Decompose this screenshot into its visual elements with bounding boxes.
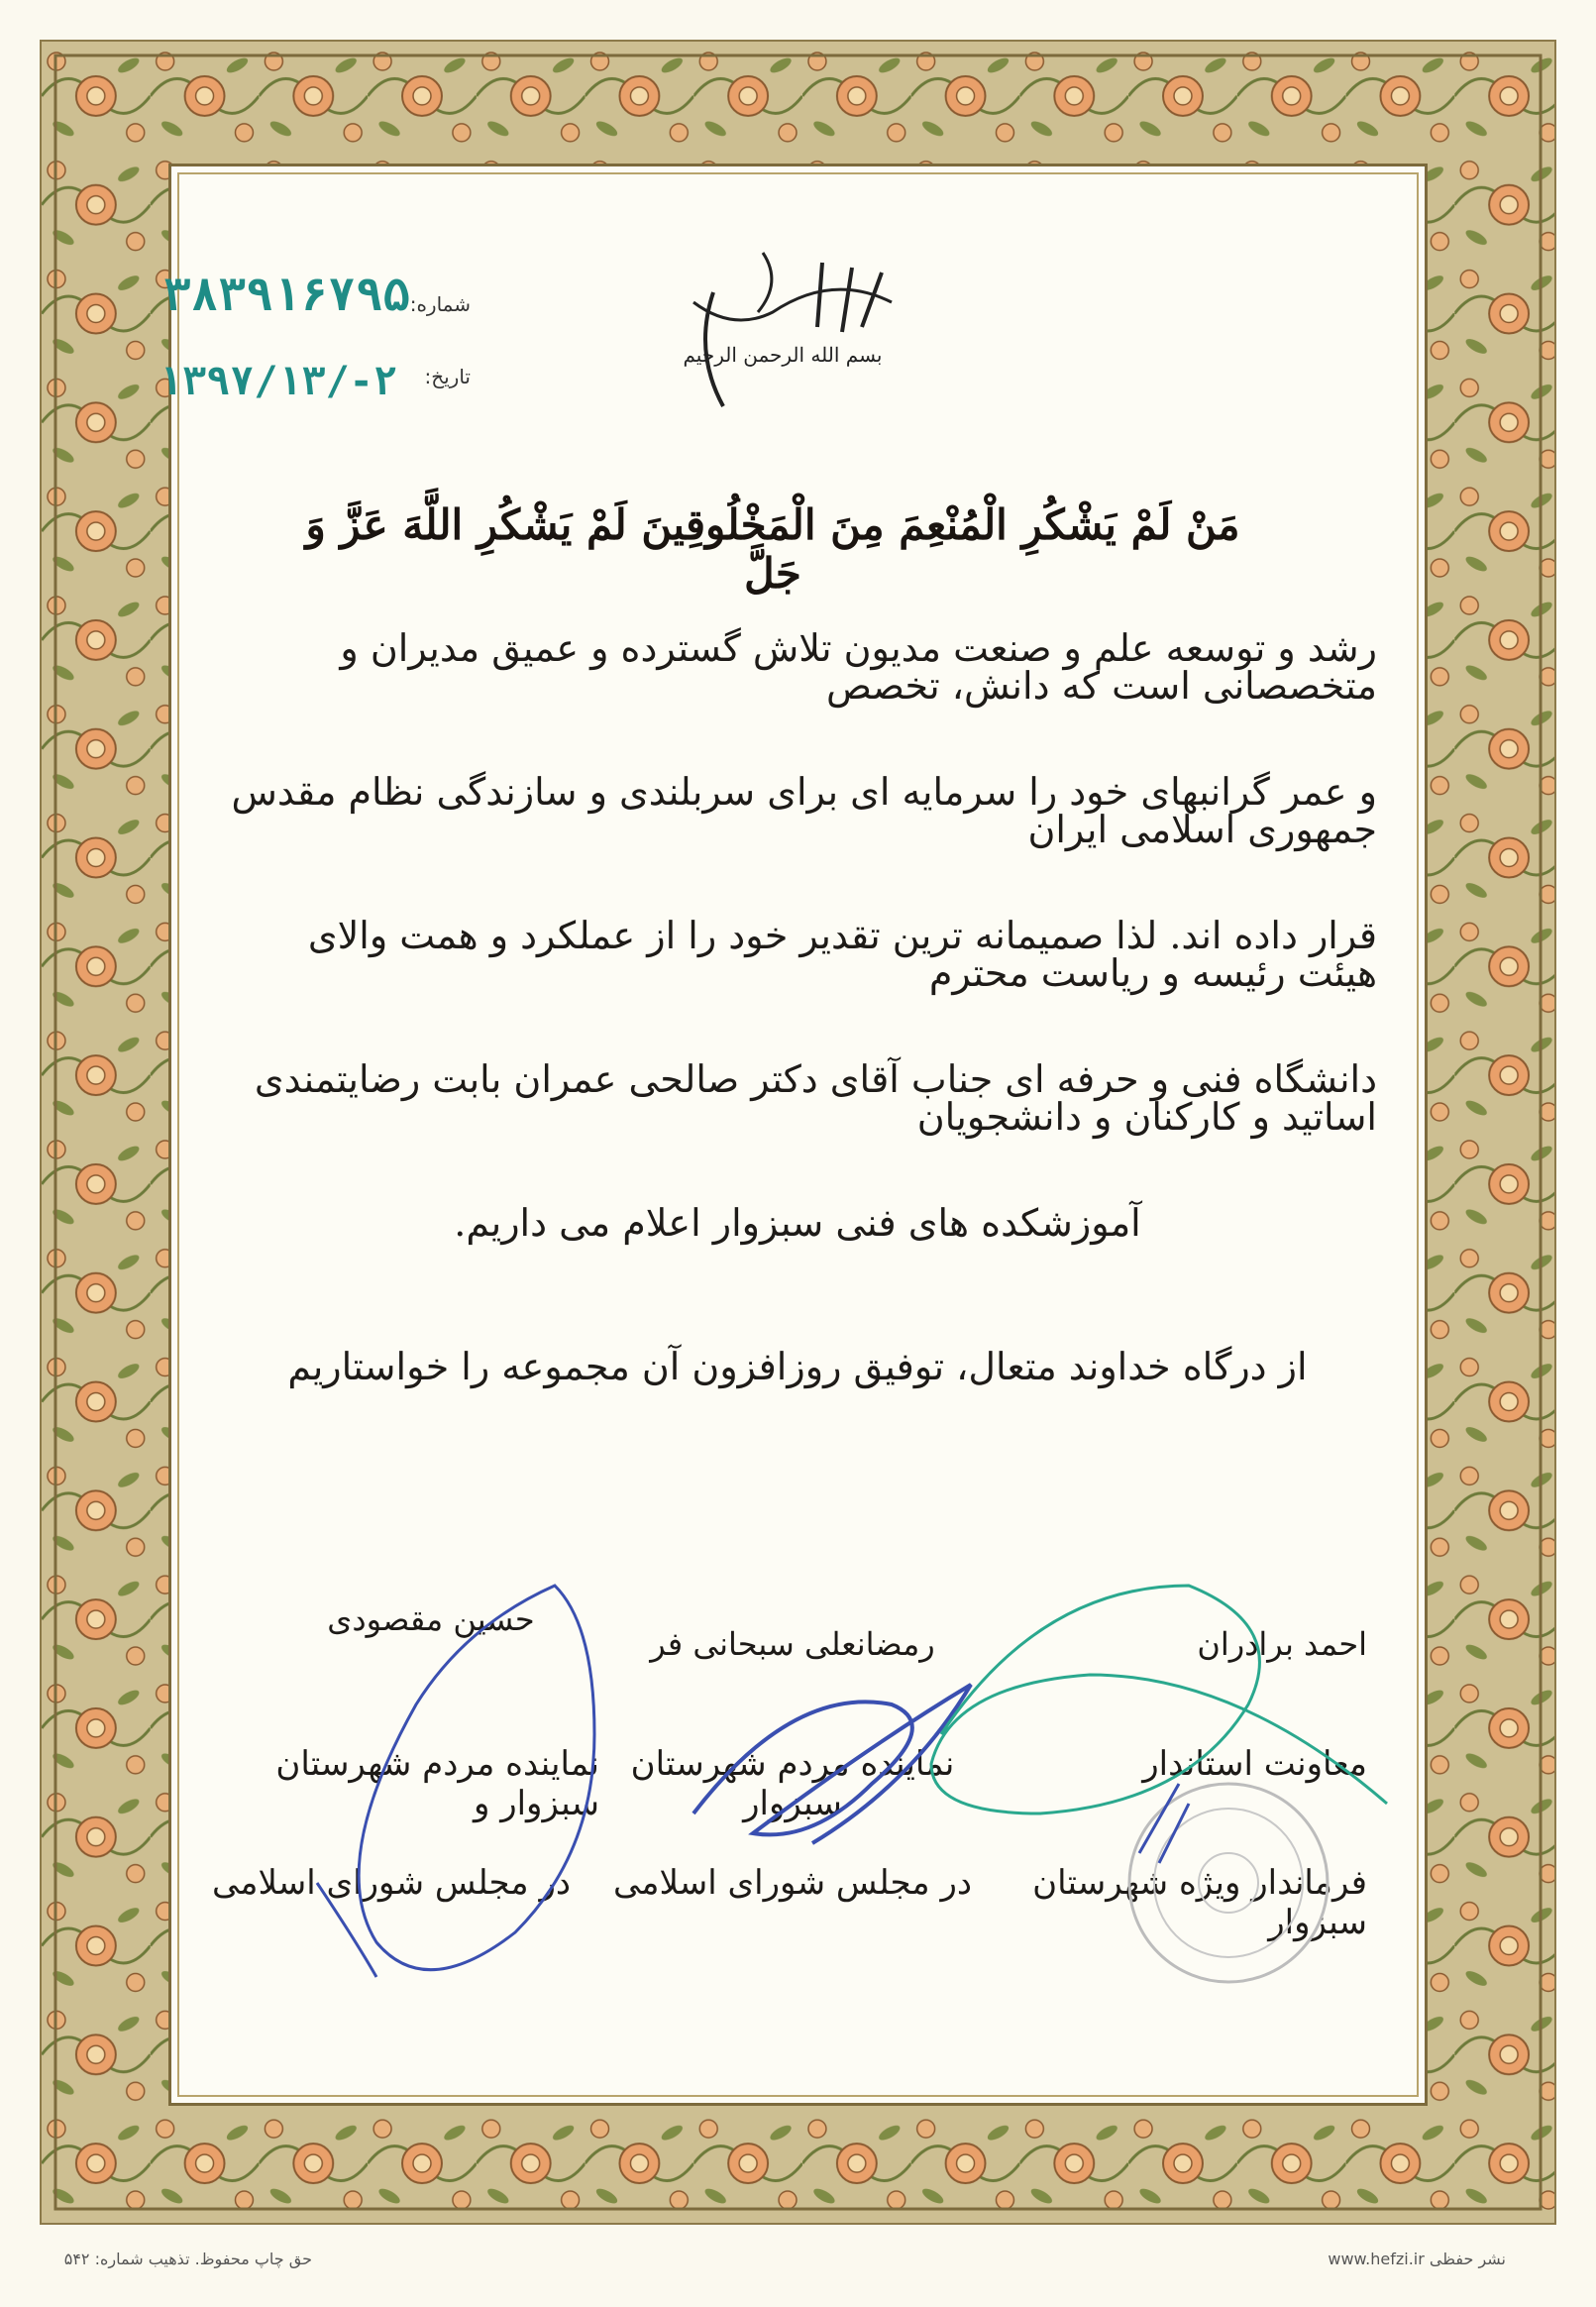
- number-stamp: ۳۸۳۹۱۶۷۹۵: [163, 268, 411, 321]
- basmala-text: بسم الله الرحمن الرحيم: [683, 343, 883, 367]
- signatory-name: حسین مقصودی: [327, 1600, 535, 1638]
- closing-line: از درگاه خداوند متعال، توفیق روزافزون آن مجموعه را خواستاریم: [287, 1345, 1308, 1388]
- hadith-verse: مَنْ لَمْ يَشْكُرِ الْمُنْعِمَ مِنَ الْمَخْلُوقِينَ لَمْ يَشْكُرِ اللَّهَ عَزَّ وَ جَلَّ: [305, 500, 1240, 598]
- date-stamp: ۱۳۹۷/۱۳/-۲: [159, 359, 397, 404]
- body-line-2: و عمر گرانبهای خود را سرمایه ای برای سربلندی و سازندگی نظام مقدس جمهوری اسلامی ایران: [231, 770, 1377, 851]
- body-line-4: دانشگاه فنی و حرفه ای جناب آقای دکتر صالحی عمران بابت رضایتمندی اساتید و کارکنان و دانشجویان: [254, 1057, 1377, 1139]
- signatory-role: فرماندار ویژه شهرستان سبزوار: [1032, 1863, 1367, 1942]
- body-line-3: قرار داده اند. لذا صمیمانه ترین تقدیر خود را از عملکرد و همت والای هیئت رئیسه و ریاست محترم: [307, 914, 1377, 995]
- number-label: شماره:: [409, 292, 471, 316]
- signatory-role: در مجلس شورای اسلامی: [211, 1863, 572, 1903]
- signatory-name: رمضانعلی سبحانی فر: [650, 1625, 935, 1663]
- body-line-1: رشد و توسعه علم و صنعت مدیون تلاش گسترده و عمیق مدیران و متخصصانی است که دانش، تخصص: [340, 626, 1377, 708]
- date-label: تاریخ:: [424, 365, 471, 388]
- signatory-role: معاونت استاندار: [1142, 1744, 1367, 1784]
- signatory-role: نماینده مردم شهرستان سبزوار: [630, 1744, 955, 1823]
- signatory-role: نماینده مردم شهرستان سبزوار و: [275, 1744, 599, 1823]
- copyright-footer: حق چاپ محفوظ. تذهیب شماره: ۵۴۲: [63, 2250, 312, 2268]
- publisher-footer: نشر حفظی www.hefzi.ir: [1328, 2250, 1506, 2268]
- signatory-name: احمد برادران: [1197, 1625, 1367, 1663]
- basmala-calligraphy: [654, 233, 911, 421]
- signatory-role: در مجلس شورای اسلامی: [612, 1863, 973, 1903]
- body-line-5: آموزشکده های فنی سبزوار اعلام می داریم.: [454, 1201, 1141, 1245]
- official-seal: [1119, 1774, 1337, 1992]
